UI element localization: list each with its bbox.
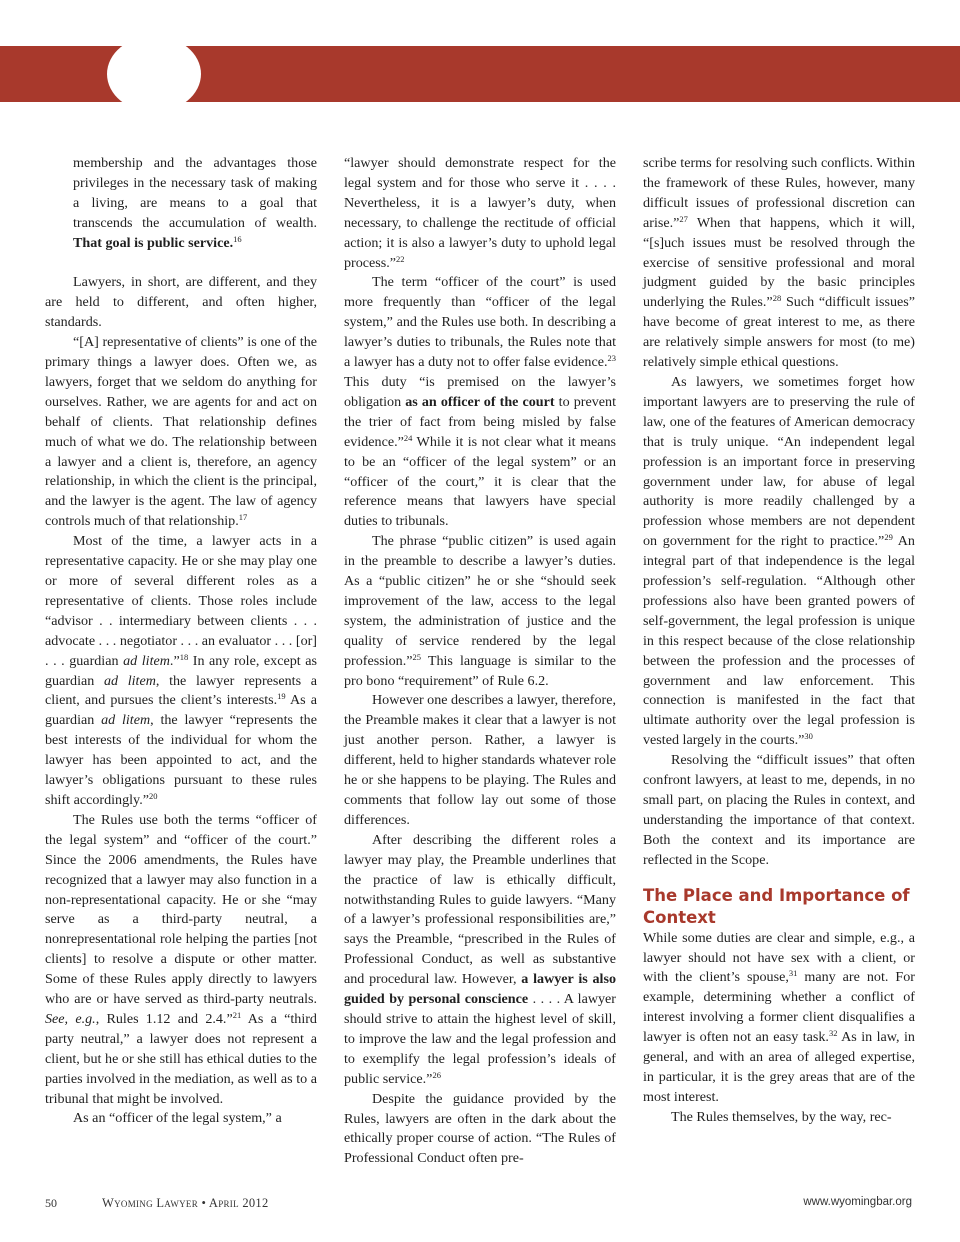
paragraph: However one describes a lawyer, therefore, the Preamble makes it clear that a lawyer is not just another person. Rather, a lawyer is different, held to higher standards whatever role he or she happens to be playing. The Rules and comments that follow lay out some of those differences. bbox=[344, 692, 616, 828]
paragraph: scribe terms for resolving such conflicts. Within the framework of these Rules, however, many difficult issues of professional discretion can arise.”$^{27}$ When that happens, which it will, “[s]uch issues must be resolved through the exercise of sensitive professional and moral judgment guided by the basic principles underlying the Rules.”$^{28}$ Such “difficult issues” have become of great interest to me, as there are relatively simple answers for most (to me) relatively simple ethical questions. bbox=[643, 155, 915, 371]
paragraph: Lawyers, in short, are different, and they are held to different, and often higher, standards. bbox=[45, 274, 317, 331]
emphasis-text: as an officer of the court bbox=[405, 393, 555, 410]
footnote-ref: 23 bbox=[607, 353, 616, 364]
footnote-ref: 31 bbox=[788, 968, 798, 979]
paragraph: Most of the time, a lawyer acts in a representative capacity. He or she may play one or more of several different roles as a representative of clients. Those roles include “advisor . . intermediary between clients . . . advocate . . . negotiator . . . an evaluator . . . [or] . . . guardian ad litem.”$^{18}$ In any role, except as guardian ad litem, the lawyer represents a client, and pursues the client’s interests.$^{19}$ As a guardian ad litem, the lawyer “represents the best interests of the individual for whom the lawyer has been appointed to act, and the lawyer’s obligations pursuant to these rules shift accordingly.”$^{20}$ bbox=[45, 533, 317, 808]
footnote-ref: 32 bbox=[828, 1028, 838, 1039]
footnote-ref: 19 bbox=[277, 691, 286, 702]
footnote-ref: 17 bbox=[238, 512, 248, 523]
footnote-ref: 29 bbox=[884, 532, 893, 543]
italic-term: ad litem bbox=[123, 652, 170, 669]
italic-term: See, e.g. bbox=[45, 1010, 96, 1027]
emphasis-text: That goal is public service. bbox=[73, 234, 234, 251]
italic-term: ad litem bbox=[101, 712, 151, 729]
footnote-ref: 16 bbox=[233, 233, 242, 244]
footnote-ref: 30 bbox=[804, 731, 813, 742]
footnote-ref: 26 bbox=[432, 1069, 441, 1080]
paragraph: After describing the different roles a lawyer may play, the Preamble underlines that the practice of law is ethically difficult, notwithstanding Rules to guide lawyers. “Many of a lawyer’s professional responsibilities are,” says the Preamble, “prescribed in the Rules of Professional Conduct, as well as substantive and procedural law. However, a lawyer is also guided by personal conscience . . . . A lawyer should strive to attain the highest level of skill, to improve the law and the legal profession and to exemplify the legal profession’s ideals of public service.”$^{26}$ bbox=[344, 831, 617, 1087]
paragraph: The Rules use both the terms “officer of the legal system” and “officer of the court.” Since the 2006 amendments, the Rules have recognized that a lawyer may also function in a non-representational capacity. He or she “may serve as a third-party neutral, a nonrepresentational role helping the parties [not clients] to resolve a dispute or other matter. Some of these Rules apply directly to lawyers who are or have served as third-party neutrals. See, e.g., Rules 1.12 and 2.4.”$^{21}$ As a “third party neutral,” a lawyer does not represent a client, but he or she still has ethical duties to the parties involved in the mediation, as well as to a tribunal that might be involved. bbox=[45, 811, 317, 1107]
footnote-ref: 25 bbox=[412, 651, 421, 662]
footnote-ref: 21 bbox=[232, 1009, 242, 1020]
footnote-ref: 22 bbox=[396, 253, 405, 264]
publication-line: Wyoming Lawyer • April 2012 bbox=[102, 1196, 269, 1210]
paragraph: Resolving the “difficult issues” that often confront lawyers, at least to me, depends, in no small part, on placing the Rules in context, and understanding the importance of that context. Both the context and its importance are reflected in the Scope. bbox=[643, 752, 915, 868]
paragraph: “[A] representative of clients” is one of the primary things a lawyer does. Often we, as lawyers, forget that we seldom do anything for ourselves. Rather, we are agents for and act on behalf of clients. That relationship defines much of what we do. The relationship between a lawyer and a client is, therefore, an agency relationship, in which the client is the principal, and the lawyer is the agent. The law of agency controls much of that relationship.$^{17}$ bbox=[45, 334, 317, 530]
column-3 bbox=[643, 154, 915, 1128]
header-tab-circle bbox=[107, 36, 201, 112]
paragraph: As lawyers, we sometimes forget how important lawyers are to preserving the rule of law, one of the features of American democracy that is truly unique. “An independent legal profession is an important force in preserving government under law, for abuse of legal authority is more readily challenged by a profession whose members are not dependent on government for the right to practice.”$^{29}$ An integral part of that independence is the legal profession’s self-regulation. “Although other professions also have been granted powers of self-government, the legal profession is unique in this respect because of the close relationship between the profession and the processes of government and law enforcement. This connection is manifested in the fact that ultimate authority over the legal profession is vested largely in the courts.”$^{30}$ bbox=[643, 373, 915, 749]
paragraph: The Rules themselves, by the way, rec- bbox=[671, 1108, 892, 1125]
paragraph: As an “officer of the legal system,” a bbox=[73, 1110, 282, 1127]
column-2 bbox=[344, 154, 616, 1169]
section-heading: The Place and Importance of Context bbox=[643, 885, 910, 927]
italic-term: ad litem bbox=[103, 672, 156, 689]
footer-url: www.wyomingbar.org bbox=[803, 1196, 912, 1208]
footnote-ref: 27 bbox=[679, 213, 688, 224]
emphasis-text: a lawyer is also guided by personal conscience bbox=[344, 971, 616, 1008]
page-number: 50 bbox=[45, 1196, 57, 1210]
footnote-ref: 20 bbox=[148, 790, 158, 801]
footnote-ref: 24 bbox=[403, 432, 413, 443]
paragraph: The term “officer of the court” is used more frequently than “officer of the legal system,” and the Rules use both. In describing a lawyer’s duties to tribunals, the Rules note that a lawyer has a duty not to offer false evidence.$^{23}$ This duty “is premised on the lawyer’s obligation as an officer of the court to prevent the trier of fact from being misled by false evidence.”$^{24}$ While it is not clear what it means to be an “officer of the legal system” or an “officer of the court,” it is clear that the reference means that lawyers have special duties to tribunals. bbox=[344, 274, 616, 530]
paragraph: Despite the guidance provided by the Rules, lawyers are often in the dark about the ethically proper course of action. “The Rules of Professional Conduct often pre- bbox=[344, 1090, 616, 1167]
paragraph: “lawyer should demonstrate respect for the legal system and for those who serve it . . . . Nevertheless, it is a lawyer’s duty, when necessary, to challenge the rectitude of official action; it is also a lawyer’s duty to uphold legal process.”$^{22}$ bbox=[344, 155, 616, 271]
column-1 bbox=[45, 154, 317, 1129]
paragraph: membership and the advantages those privileges in the necessary task of making a living, are means to a goal that transcends the accumulation of wealth. That goal is public service.$^{16}$ bbox=[73, 155, 317, 251]
footnote-ref: 18 bbox=[179, 651, 189, 662]
paragraph: While some duties are clear and simple, e.g., a lawyer should not have sex with a client, or with the client’s spouse,$^{31}$ many are not. For example, determining whether a conflict of interest involving a former client disqualifies a lawyer is often not an easy task.$^{32}$ As in law, in general, and with an area of alleged expertise, in particular, it is the grey areas that are of the most interest. bbox=[643, 929, 915, 1105]
footnote-ref: 28 bbox=[772, 293, 782, 304]
paragraph: The phrase “public citizen” is used again in the preamble to describe a lawyer’s duties. As a “public citizen” he or she “should seek improvement of the law, access to the legal system, the administration of justice and the quality of service rendered by the legal profession.”$^{25}$ This language is similar to the pro bono “requirement” of Rule 6.2. bbox=[344, 533, 616, 689]
